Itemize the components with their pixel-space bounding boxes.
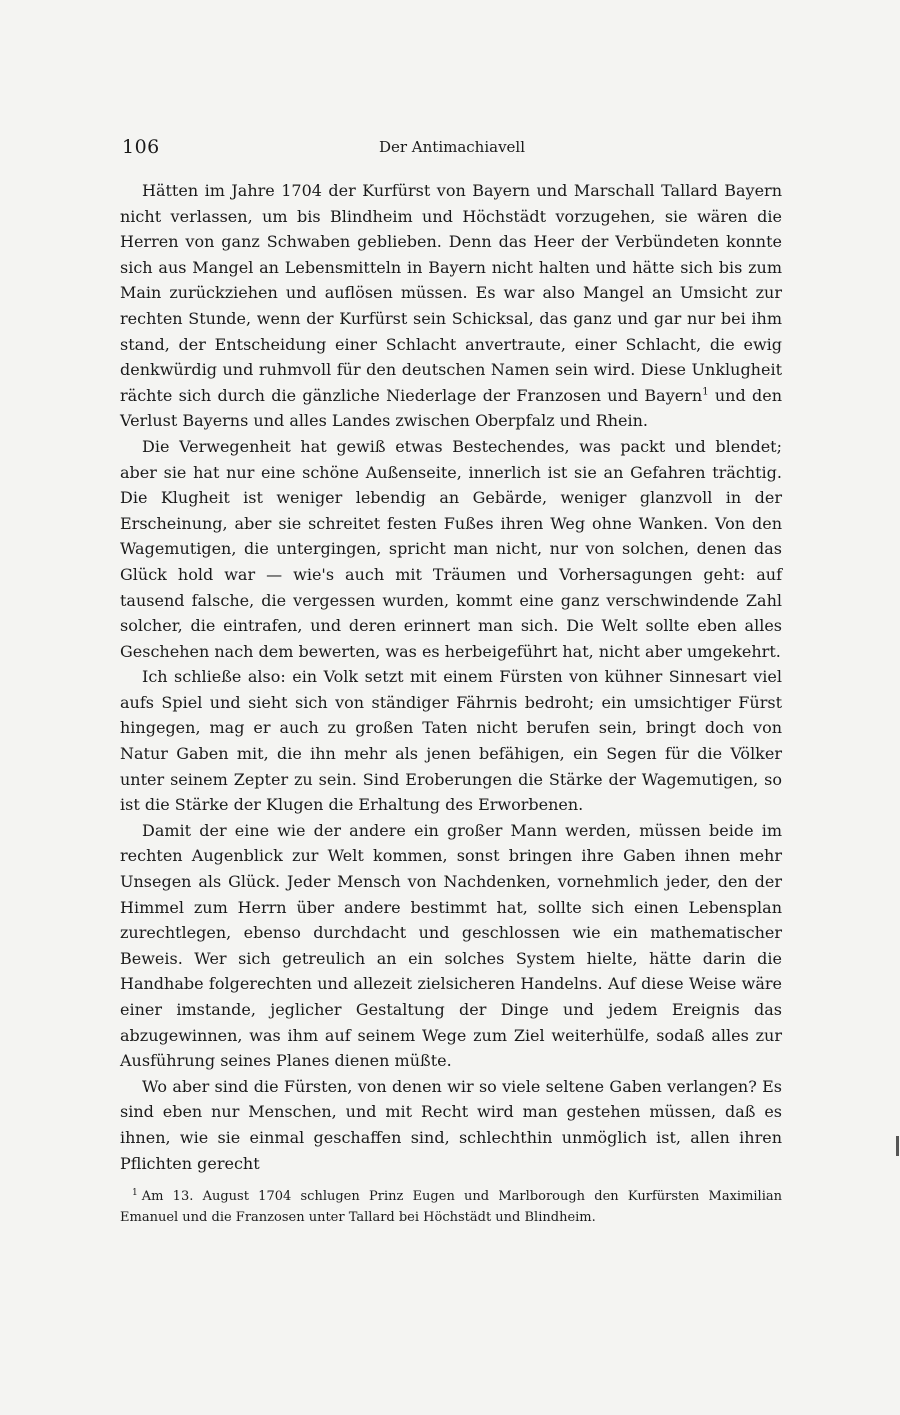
paragraph-3: Ich schließe also: ein Volk setzt mit einem Fürsten von kühner Sinnesart viel aufs Spiel und sieht sich von ständiger Fährnis bedroht; ein umsichtiger Fürst hingegen, mag er auch zu großen Taten nicht berufen sein, bringt doch von Natur Gaben mit, die ihn mehr als jenen befähigen, ein Segen für die Völker unter seinem Zepter zu sein. Sind Eroberungen die Stärke der Wagemutigen, so ist die Stärke der Klugen die Erhaltung des Erworbenen.	[120, 667, 782, 815]
footnote	[120, 1186, 782, 1228]
paragraph-1-tail: und den Verlust Bayerns und alles Landes zwischen Oberpfalz und Rhein.	[120, 385, 783, 431]
footnote-text: Am 13. August 1704 schlugen Prinz Eugen und Marlborough den Kurfürsten Maximilian Emanuel und die Franzosen unter Tallard bei Höchstädt und Blindheim.	[120, 1189, 782, 1225]
footnote-reference[interactable]: 1	[702, 386, 709, 398]
paragraph-2: Die Verwegenheit hat gewiß etwas Bestechendes, was packt und blendet; aber sie hat nur eine schöne Außenseite, innerlich ist sie an Gefahren trächtig. Die Klugheit ist weniger lebendig an Gebärde, weniger glanzvoll in der Erscheinung, aber sie schreitet festen Fußes ihren Weg ohne Wanken. Von den Wagemutigen, die untergingen, spricht man nicht, nur von solchen, denen das Glück hold war — wie's auch mit Träumen und Vorhersagungen geht: auf tausend falsche, die vergessen wurden, kommt eine ganz verschwindende Zahl solcher, die eintrafen, und deren erinnert man sich. Die Welt sollte eben alles Geschehen nach dem bewerten, was es herbeigeführt hat, nicht aber umgekehrt.	[120, 436, 782, 661]
body-text	[120, 178, 782, 1176]
footnote-number: 1	[132, 1187, 138, 1198]
paragraph-4: Damit der eine wie der andere ein großer Mann werden, müssen beide im rechten Augenblick zur Welt kommen, sonst bringen ihre Gaben ihnen mehr Unsegen als Glück. Jeder Mensch von Nachdenken, vornehmlich jeder, den der Himmel zum Herrn über andere bestimmt hat, sollte sich einen Lebensplan zurechtlegen, ebenso durchdacht und geschlossen wie ein mathematischer Beweis. Wer sich getreulich an ein solches System hielte, hätte darin die Handhabe folgerechten und allezeit zielsicheren Handelns. Auf diese Weise wäre einer imstande, jeglicher Gestaltung der Dinge und jedem Ereignis das abzugewinnen, was ihm auf seinem Wege zum Ziel weiterhülfe, sodaß alles zur Ausführung seines Planes dienen müßte.	[120, 820, 782, 1071]
running-head: Der Antimachiavell	[378, 138, 526, 156]
page-number: 106	[122, 136, 160, 158]
paragraph-5: Wo aber sind die Fürsten, von denen wir so viele seltene Gaben verlangen? Es sind eben nur Menschen, und mit Recht wird man gestehen müssen, daß es ihnen, wie sie einmal geschaffen sind, schlechthin unmöglich ist, allen ihren Pflichten gerecht	[120, 1076, 782, 1173]
page-edge-mark	[896, 1136, 899, 1156]
paragraph-1-text: Hätten im Jahre 1704 der Kurfürst von Bayern und Marschall Tallard Bayern nicht verlassen, um bis Blindheim und Höchstädt vorzugehen, sie wären die Herren von ganz Schwaben geblieben. Denn das Heer der Verbündeten konnte sich aus Mangel an Lebensmitteln in Bayern nicht halten und hätte sich bis zum Main zurückziehen und auflösen müssen. Es war also Mangel an Umsicht zur rechten Stunde, wenn der Kurfürst sein Schicksal, das ganz und gar nur bei ihm stand, der Entscheidung einer Schlacht anvertraute, einer Schlacht, die ewig denkwürdig und ruhmvoll für den deutschen Namen sein wird. Diese Unklugheit rächte sich durch die gänzliche Niederlage der Franzosen und Bayern	[120, 181, 782, 405]
paragraph-1	[120, 178, 782, 434]
page-header	[122, 136, 782, 160]
